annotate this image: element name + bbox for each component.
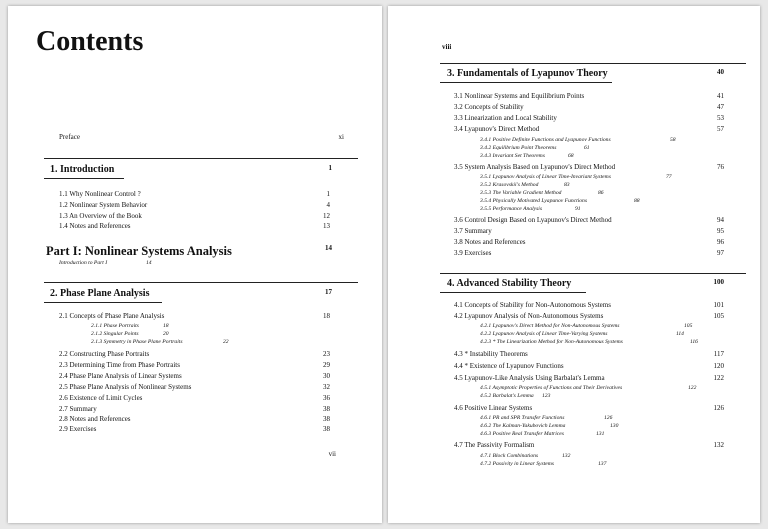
toc-item-label: 3.7 Summary bbox=[454, 227, 492, 235]
toc-subitem-label: 2.1.1 Phase Portraits bbox=[91, 323, 139, 329]
toc-subitem-page: 123 bbox=[542, 393, 551, 399]
toc-item-page: 13 bbox=[323, 222, 330, 230]
page-title: Contents bbox=[36, 26, 144, 57]
toc-item-page: 30 bbox=[323, 372, 330, 380]
toc-subitem-label: 4.7.2 Passivity in Linear Systems bbox=[480, 461, 554, 467]
toc-item-label: 4.2 Lyapunov Analysis of Non-Autonomous Systems bbox=[454, 312, 604, 320]
toc-item-label: 3.8 Notes and References bbox=[454, 238, 526, 246]
page-header: viii bbox=[442, 43, 452, 51]
chapter-heading: 3. Fundamentals of Lyapunov Theory bbox=[447, 68, 608, 79]
toc-item-label: 3.3 Linearization and Local Stability bbox=[454, 114, 557, 122]
chapter-underline bbox=[44, 178, 124, 179]
toc-item-label: 3.5 System Analysis Based on Lyapunov's Direct Method bbox=[454, 163, 616, 171]
toc-subitem-page: 61 bbox=[584, 145, 590, 151]
toc-subitem-page: 114 bbox=[676, 331, 684, 337]
part-heading: Part I: Nonlinear Systems Analysis bbox=[46, 244, 232, 258]
toc-subitem-label: 3.5.3 The Variable Gradient Method bbox=[480, 190, 562, 196]
toc-subitem-label: 4.6.2 The Kalman-Yakubovich Lemma bbox=[480, 423, 566, 429]
toc-item-label: 4.7 The Passivity Formalism bbox=[454, 441, 535, 449]
toc-subitem-page: 91 bbox=[575, 206, 581, 212]
toc-subitem-page: 122 bbox=[688, 385, 697, 391]
toc-item-label: 3.6 Control Design Based on Lyapunov's Direct Method bbox=[454, 216, 612, 224]
toc-subitem-page: 126 bbox=[604, 415, 613, 421]
chapter-page: 1 bbox=[328, 164, 332, 172]
toc-item-page: 120 bbox=[713, 362, 724, 370]
chapter-page: 17 bbox=[325, 288, 332, 296]
toc-item-label: 2.8 Notes and References bbox=[59, 415, 131, 423]
toc-subitem-label: 3.5.1 Lyapunov Analysis of Linear Time-Invariant Systems bbox=[480, 174, 611, 180]
toc-item-label: 4.1 Concepts of Stability for Non-Autonomous Systems bbox=[454, 301, 611, 309]
part-page: 14 bbox=[325, 244, 332, 252]
toc-item-label: 1.3 An Overview of the Book bbox=[59, 212, 142, 220]
preface-label: Preface bbox=[59, 133, 80, 141]
toc-subitem-label: 3.4.3 Invariant Set Theorems bbox=[480, 153, 545, 159]
toc-subitem-page: 22 bbox=[223, 339, 229, 345]
left-page bbox=[8, 6, 382, 523]
toc-subitem-page: 116 bbox=[690, 339, 698, 345]
toc-item-page: 12 bbox=[323, 212, 330, 220]
toc-item-page: 122 bbox=[713, 374, 724, 382]
toc-item-page: 94 bbox=[717, 216, 724, 224]
toc-item-page: 96 bbox=[717, 238, 724, 246]
toc-item-label: 1.2 Nonlinear System Behavior bbox=[59, 201, 148, 209]
toc-item-page: 105 bbox=[713, 312, 724, 320]
toc-item-label: 4.5 Lyapunov-Like Analysis Using Barbalat's Lemma bbox=[454, 374, 605, 382]
toc-item-label: 3.4 Lyapunov's Direct Method bbox=[454, 125, 540, 133]
toc-subitem-label: 4.2.3 * The Linearization Method for Non-Autonomous Systems bbox=[480, 339, 623, 345]
toc-item-page: 38 bbox=[323, 405, 330, 413]
toc-item-label: 3.2 Concepts of Stability bbox=[454, 103, 524, 111]
toc-item-label: 2.9 Exercises bbox=[59, 425, 97, 433]
toc-subitem-page: 68 bbox=[568, 153, 574, 159]
toc-item-label: 2.4 Phase Plane Analysis of Linear Systems bbox=[59, 372, 182, 380]
toc-item-page: 38 bbox=[323, 415, 330, 423]
toc-item-label: 1.1 Why Nonlinear Control ? bbox=[59, 190, 141, 198]
toc-item-page: 117 bbox=[713, 350, 724, 358]
toc-item-page: 38 bbox=[323, 425, 330, 433]
toc-item-page: 132 bbox=[713, 441, 724, 449]
chapter-rule bbox=[44, 282, 358, 283]
chapter-underline bbox=[440, 82, 612, 83]
toc-item-label: 4.3 * Instability Theorems bbox=[454, 350, 528, 358]
chapter-underline bbox=[440, 292, 586, 293]
toc-item-page: 23 bbox=[323, 350, 330, 358]
toc-item-label: 2.7 Summary bbox=[59, 405, 97, 413]
chapter-heading: 2. Phase Plane Analysis bbox=[50, 288, 150, 299]
right-page bbox=[388, 6, 760, 523]
toc-subitem-label: 4.5.1 Asymptotic Properties of Functions and Their Derivatives bbox=[480, 385, 623, 391]
toc-subitem-label: 4.2.1 Lyapunov's Direct Method for Non-Autonomous Systems bbox=[480, 323, 620, 329]
toc-item-label: 4.6 Positive Linear Systems bbox=[454, 404, 533, 412]
toc-subitem-page: 88 bbox=[634, 198, 640, 204]
chapter-heading: 4. Advanced Stability Theory bbox=[447, 278, 572, 289]
toc-item-page: 1 bbox=[326, 190, 330, 198]
chapter-page: 100 bbox=[713, 278, 724, 286]
toc-item-page: 57 bbox=[717, 125, 724, 133]
toc-subitem-label: 3.5.5 Performance Analysis bbox=[480, 206, 543, 212]
toc-subitem-label: 2.1.3 Symmetry in Phase Plane Portraits bbox=[91, 339, 183, 345]
toc-subitem-page: 58 bbox=[670, 137, 676, 143]
toc-item-label: 3.9 Exercises bbox=[454, 249, 492, 257]
chapter-underline bbox=[44, 302, 162, 303]
chapter-heading: 1. Introduction bbox=[50, 164, 115, 175]
toc-subitem-label: 4.6.1 PR and SPR Transfer Functions bbox=[480, 415, 565, 421]
toc-subitem-page: 132 bbox=[562, 453, 571, 459]
toc-subitem-label: 4.5.2 Barbalat's Lemma bbox=[480, 393, 534, 399]
toc-item-page: 97 bbox=[717, 249, 724, 257]
toc-item-page: 36 bbox=[323, 394, 330, 402]
toc-subitem-label: 4.2.2 Lyapunov Analysis of Linear Time-Varying Systems bbox=[480, 331, 608, 337]
toc-item-page: 76 bbox=[717, 163, 724, 171]
toc-subitem-page: 77 bbox=[666, 174, 672, 180]
toc-subitem-page: 18 bbox=[163, 323, 169, 329]
toc-subitem-label: 2.1.2 Singular Points bbox=[91, 331, 139, 337]
toc-item-page: 18 bbox=[323, 312, 330, 320]
toc-subitem-page: 83 bbox=[564, 182, 570, 188]
toc-item-page: 29 bbox=[323, 361, 330, 369]
chapter-page: 40 bbox=[717, 68, 724, 76]
part-intro-page: 14 bbox=[146, 260, 152, 266]
toc-item-page: 32 bbox=[323, 383, 330, 391]
part-intro: Introduction to Part I bbox=[59, 260, 108, 266]
chapter-rule bbox=[440, 63, 746, 64]
toc-subitem-label: 3.5.4 Physically Motivated Lyapunov Functions bbox=[480, 198, 588, 204]
preface-page: xi bbox=[338, 133, 344, 141]
toc-item-label: 2.5 Phase Plane Analysis of Nonlinear Systems bbox=[59, 383, 192, 391]
toc-item-label: 1.4 Notes and References bbox=[59, 222, 131, 230]
toc-item-page: 47 bbox=[717, 103, 724, 111]
toc-item-page: 95 bbox=[717, 227, 724, 235]
toc-item-page: 4 bbox=[326, 201, 330, 209]
toc-item-label: 2.6 Existence of Limit Cycles bbox=[59, 394, 143, 402]
toc-item-label: 3.1 Nonlinear Systems and Equilibrium Points bbox=[454, 92, 585, 100]
toc-subitem-page: 131 bbox=[596, 431, 605, 437]
toc-subitem-label: 4.6.3 Positive Real Transfer Matrices bbox=[480, 431, 564, 437]
toc-item-page: 126 bbox=[713, 404, 724, 412]
toc-item-label: 2.1 Concepts of Phase Plane Analysis bbox=[59, 312, 165, 320]
toc-item-page: 53 bbox=[717, 114, 724, 122]
toc-subitem-page: 130 bbox=[610, 423, 619, 429]
toc-subitem-label: 3.4.1 Positive Definite Functions and Lyapunov Functions bbox=[480, 137, 611, 143]
chapter-rule bbox=[44, 158, 358, 159]
toc-item-page: 41 bbox=[717, 92, 724, 100]
toc-item-label: 4.4 * Existence of Lyapunov Functions bbox=[454, 362, 564, 370]
toc-item-label: 2.3 Determining Time from Phase Portraits bbox=[59, 361, 180, 369]
chapter-rule bbox=[440, 273, 746, 274]
toc-subitem-page: 86 bbox=[598, 190, 604, 196]
toc-subitem-label: 4.7.1 Block Combinations bbox=[480, 453, 539, 459]
toc-subitem-page: 20 bbox=[163, 331, 169, 337]
toc-subitem-page: 137 bbox=[598, 461, 607, 467]
page-footer: vii bbox=[328, 450, 336, 458]
toc-subitem-label: 3.4.2 Equilibrium Point Theorems bbox=[480, 145, 557, 151]
toc-item-page: 101 bbox=[713, 301, 724, 309]
toc-item-label: 2.2 Constructing Phase Portraits bbox=[59, 350, 150, 358]
toc-subitem-page: 105 bbox=[684, 323, 693, 329]
toc-subitem-label: 3.5.2 Krasovskii's Method bbox=[480, 182, 539, 188]
